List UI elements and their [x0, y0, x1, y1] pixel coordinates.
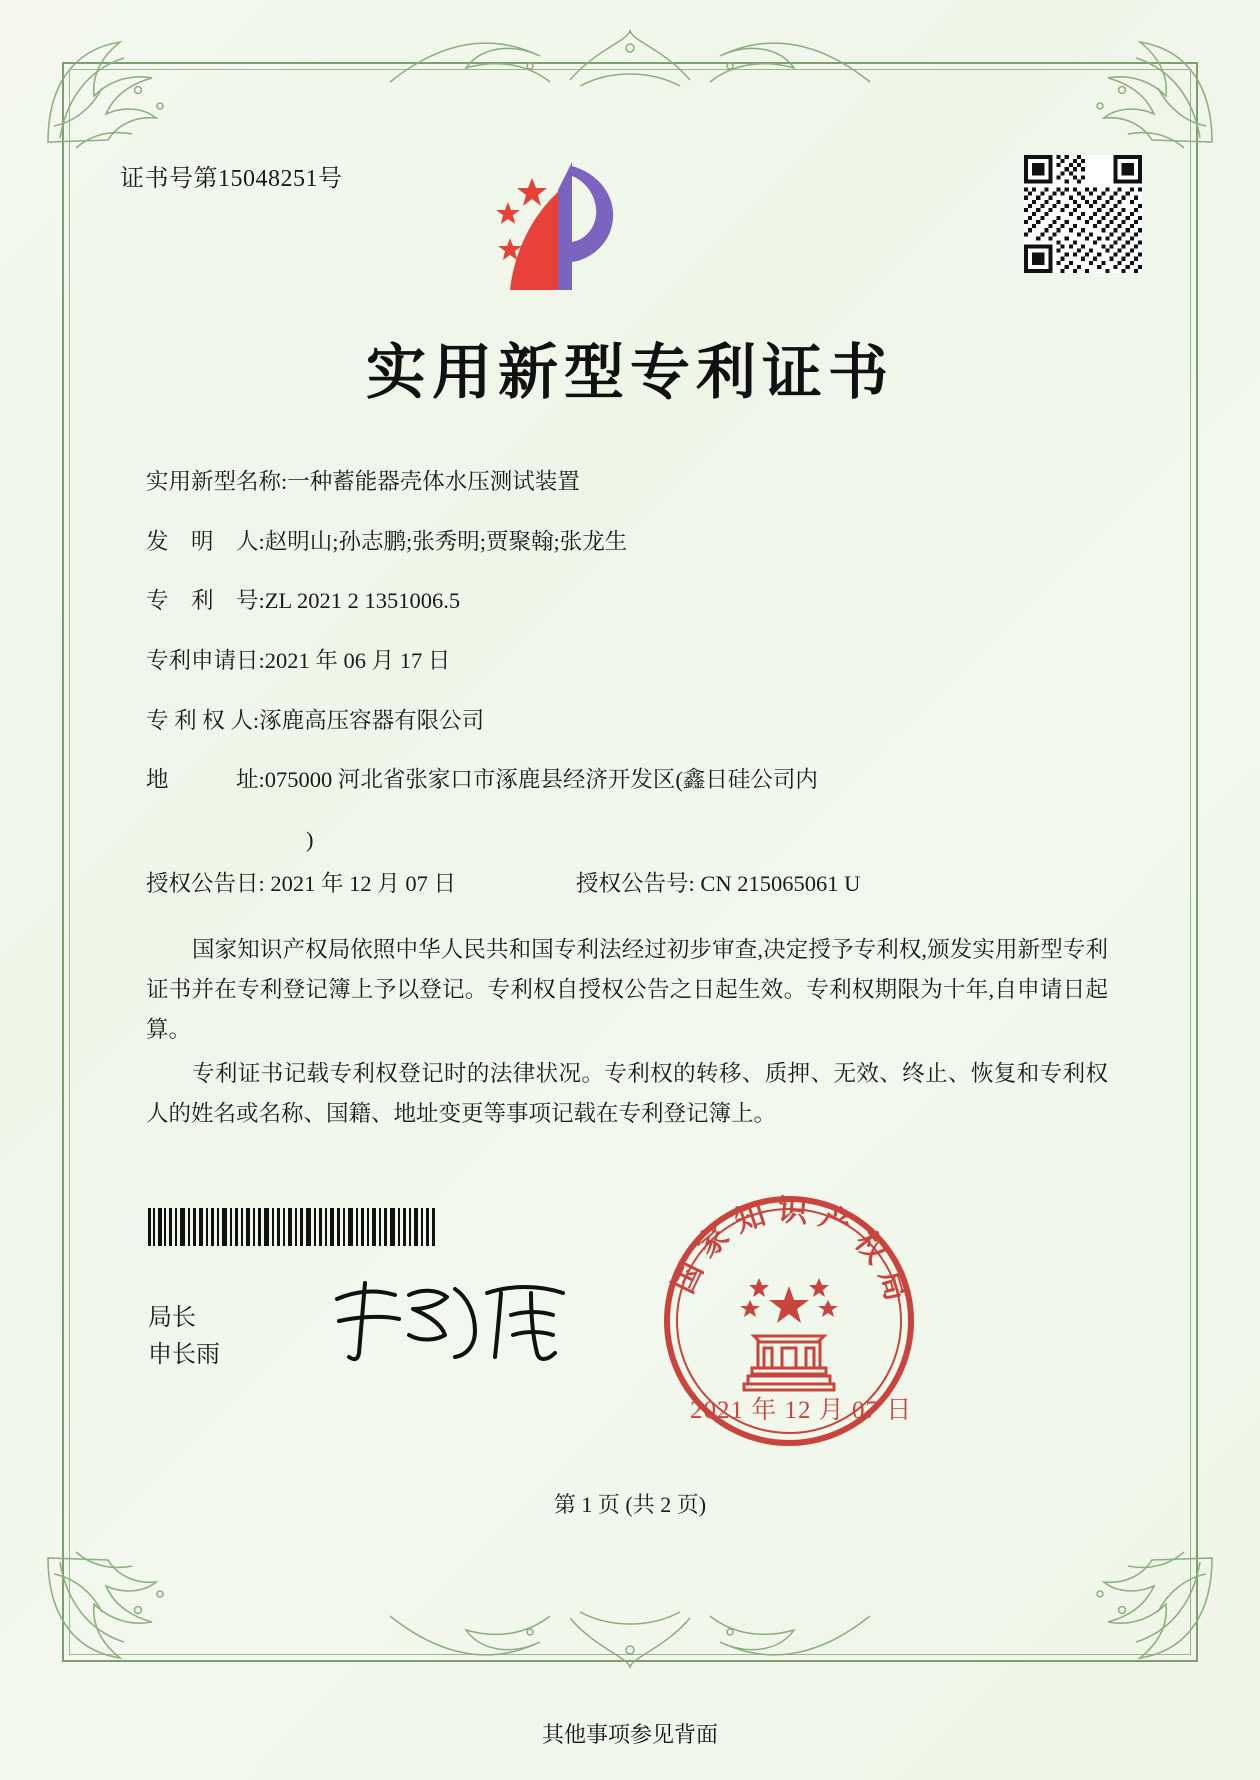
field-label: 实用新型名称: — [146, 469, 288, 494]
field-value: 2021 年 06 月 17 日 — [264, 647, 451, 673]
cnipa-logo-icon — [480, 150, 640, 300]
top-center-flourish — [380, 22, 880, 92]
grant-date-label: 授权公告日: — [146, 871, 265, 897]
corner-flourish-bottom-right — [1070, 1550, 1220, 1670]
field-label: 专 利 号: — [146, 588, 265, 614]
field-row-application-date — [146, 645, 1106, 678]
field-value: 075000 河北省张家口市涿鹿县经济开发区(鑫日硅公司内 — [264, 767, 818, 793]
footnote: 其他事项参见背面 — [541, 1722, 718, 1747]
field-label: 发 明 人: — [146, 528, 265, 554]
field-value: 一种蓄能器壳体水压测试装置 — [287, 469, 580, 494]
field-value: ZL 2021 2 1351006.5 — [264, 588, 461, 614]
field-list — [146, 466, 1106, 911]
handwritten-signature — [325, 1275, 585, 1365]
field-row-grant — [146, 868, 1106, 901]
field-row-address — [146, 764, 1106, 797]
grant-number-value: CN 215065061 U — [700, 871, 861, 897]
qr-code — [1024, 155, 1142, 273]
field-row-inventors — [146, 526, 1106, 559]
field-value: 涿鹿高压容器有限公司 — [259, 707, 485, 733]
field-value: 赵明山;孙志鹏;张秀明;贾聚翰;张龙生 — [264, 528, 628, 554]
barcode — [148, 1208, 440, 1246]
document-title: 实用新型专利证书 — [366, 340, 894, 406]
grant-date-group — [146, 868, 576, 901]
field-label: 专 利 权 人: — [146, 707, 260, 733]
paragraph-legal-status: 专利证书记载专利权登记时的法律状况。专利权的转移、质押、无效、终止、恢复和专利权人的姓名或名称、国籍、地址变更等事项记载在专利登记簿上。 — [146, 1061, 1108, 1127]
grant-number-label: 授权公告号: — [576, 871, 695, 897]
address-continuation: ) — [306, 826, 314, 852]
field-row-utility-model-name — [146, 466, 1106, 499]
seal-date: 2021 年 12 月 07 日 — [690, 1397, 913, 1424]
signature-block — [148, 1300, 220, 1374]
corner-flourish-top-left — [40, 30, 190, 150]
field-label: 地 址: — [146, 767, 265, 793]
director-name-label: 申长雨 — [148, 1342, 220, 1369]
corner-flourish-top-right — [1070, 30, 1220, 150]
director-role-label: 局长 — [148, 1305, 196, 1331]
field-label: 专利申请日: — [146, 647, 265, 673]
grant-date-value: 2021 年 12 月 07 日 — [270, 871, 457, 897]
field-row-patentee — [146, 705, 1106, 738]
body-paragraphs — [146, 930, 1108, 1138]
field-row-patent-number — [146, 585, 1106, 618]
grant-number-group — [576, 868, 1106, 901]
svg-text:国家知识产权局: 国家知识产权局 — [666, 1193, 916, 1315]
corner-flourish-bottom-left — [40, 1550, 190, 1670]
bottom-center-flourish — [380, 1606, 880, 1676]
page-indicator: 第 1 页 (共 2 页) — [553, 1492, 707, 1517]
certificate-number: 证书号第15048251号 — [120, 166, 343, 192]
paragraph-grant-statement: 国家知识产权局依照中华人民共和国专利法经过初步审查,决定授予专利权,颁发实用新型专利证书并在专利登记簿上予以登记。专利权自授权公告之日起生效。专利权期限为十年,自申请日起算。 — [146, 937, 1108, 1043]
